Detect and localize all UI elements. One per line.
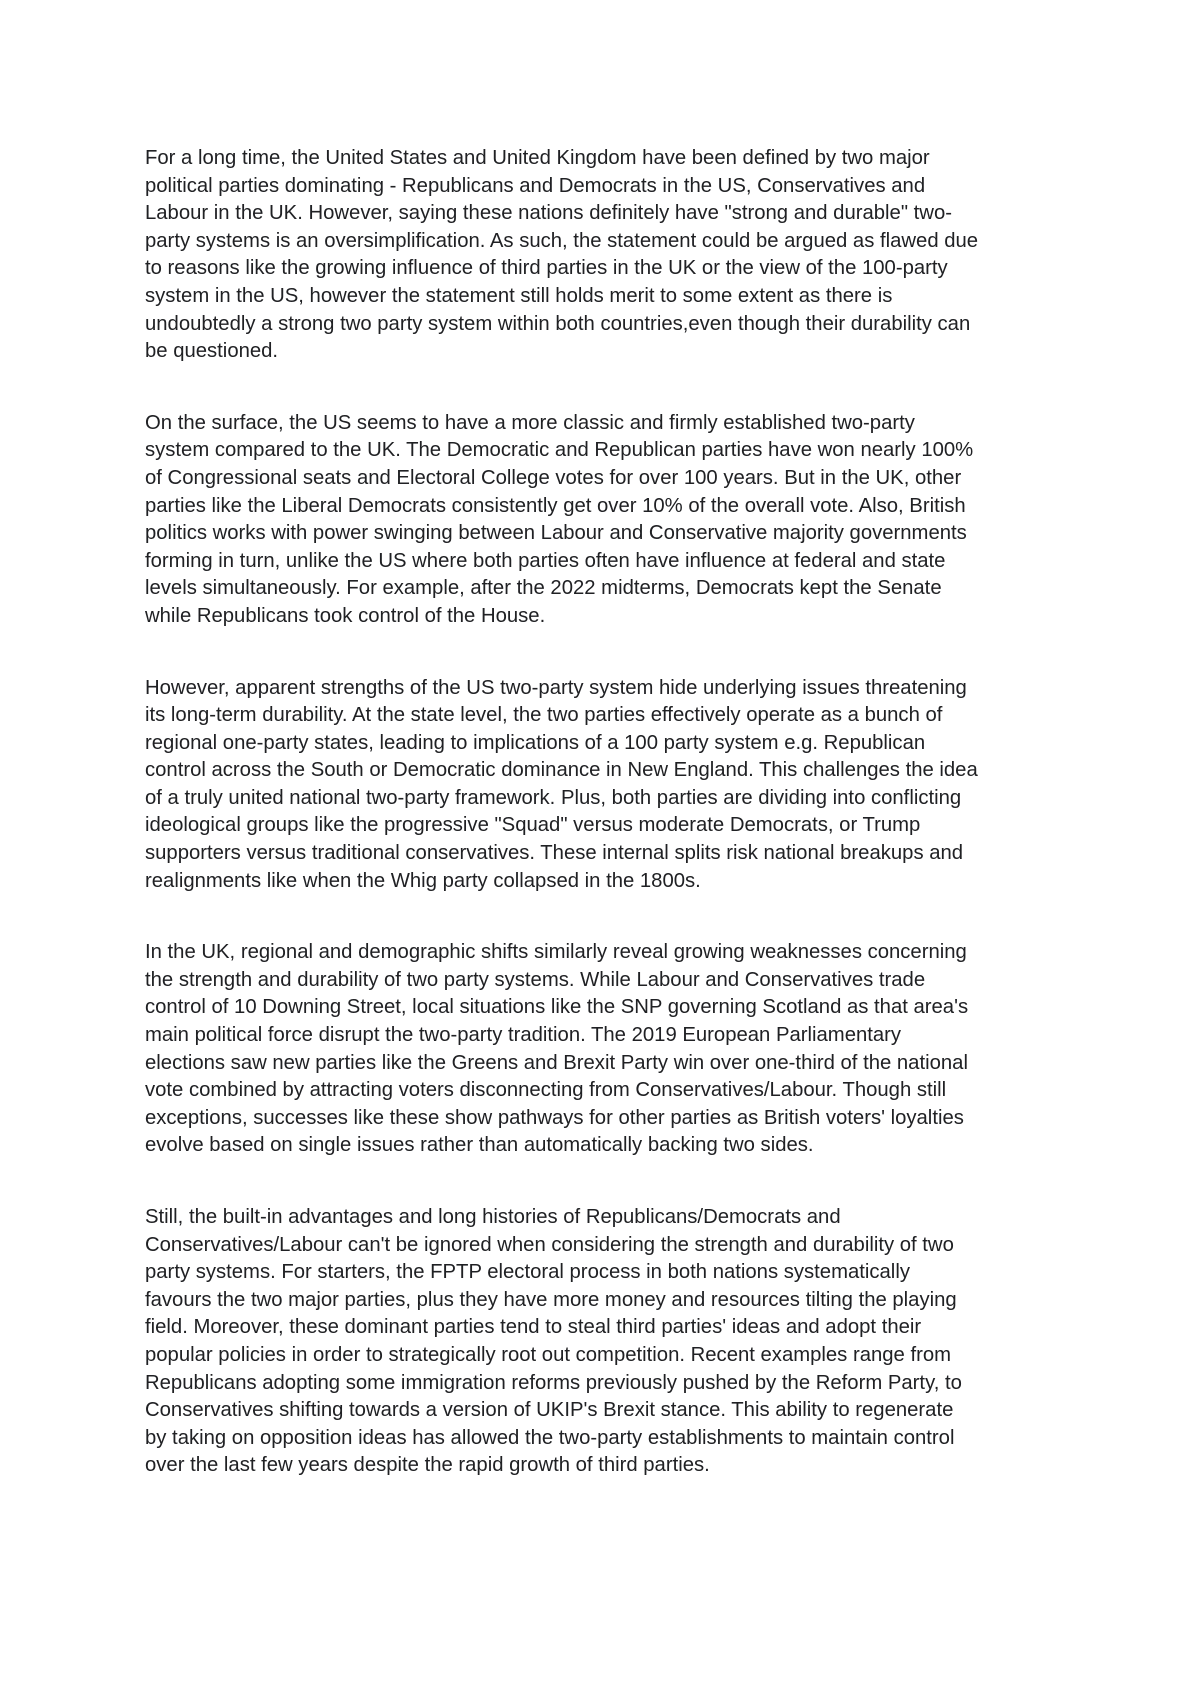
paragraph-line: Conservatives shifting towards a version of UKIP's Brexit stance. This ability to regenerate	[145, 1399, 954, 1422]
paragraph-line: the strength and durability of two party systems. While Labour and Conservatives trade	[145, 968, 926, 991]
paragraph-line: ideological groups like the progressive "Squad" versus moderate Democrats, or Trump	[145, 814, 921, 837]
paragraph-line: while Republicans took control of the House.	[145, 604, 546, 627]
paragraph-line: In the UK, regional and demographic shifts similarly reveal growing weaknesses concerning	[145, 941, 967, 964]
paragraph-2	[145, 410, 1075, 631]
paragraph-line: of a truly united national two-party framework. Plus, both parties are dividing into conflicting	[145, 786, 962, 809]
paragraph-line: control of 10 Downing Street, local situations like the SNP governing Scotland as that area's	[145, 996, 969, 1019]
paragraph-line: supporters versus traditional conservatives. These internal splits risk national breakups and	[145, 842, 964, 865]
paragraph-1	[145, 145, 1075, 366]
paragraph-4	[145, 939, 1075, 1160]
paragraph-line: main political force disrupt the two-party tradition. The 2019 European Parliamentary	[145, 1024, 902, 1047]
paragraph-line: Still, the built-in advantages and long histories of Republicans/Democrats and	[145, 1206, 841, 1228]
paragraph-line: system in the US, however the statement still holds merit to some extent as there is	[145, 284, 893, 307]
paragraph-line: forming in turn, unlike the US where both parties often have influence at federal and state	[145, 549, 946, 572]
paragraph-line: realignments like when the Whig party collapsed in the 1800s.	[145, 869, 701, 892]
paragraph-line: to reasons like the growing influence of third parties in the UK or the view of the 100-party	[145, 257, 948, 280]
paragraph-line: vote combined by attracting voters disconnecting from Conservatives/Labour. Though still	[145, 1079, 947, 1102]
paragraph-line: For a long time, the United States and United Kingdom have been defined by two major	[145, 147, 930, 169]
paragraph-line: levels simultaneously. For example, after the 2022 midterms, Democrats kept the Senate	[145, 577, 942, 600]
paragraph-line: On the surface, the US seems to have a more classic and firmly established two-party	[145, 411, 915, 434]
paragraph-line: regional one-party states, leading to implications of a 100 party system e.g. Republican	[145, 731, 926, 754]
paragraph-line: its long-term durability. At the state level, the two parties effectively operate as a bunch of	[145, 704, 943, 727]
paragraph-line: system compared to the UK. The Democratic and Republican parties have won nearly 100%	[145, 439, 974, 462]
document-body	[145, 145, 1075, 1524]
paragraph-line: Conservatives/Labour can't be ignored when considering the strength and durability of two	[145, 1233, 954, 1256]
paragraph-line: control across the South or Democratic dominance in New England. This challenges the idea	[145, 759, 978, 782]
paragraph-line: political parties dominating - Republicans and Democrats in the US, Conservatives and	[145, 174, 926, 197]
paragraph-line: elections saw new parties like the Greens and Brexit Party win over one-third of the national	[145, 1051, 968, 1074]
paragraph-line: parties like the Liberal Democrats consistently get over 10% of the overall vote. Also, British	[145, 494, 966, 517]
paragraph-line: party systems. For starters, the FPTP electoral process in both nations systematically	[145, 1261, 910, 1284]
paragraph-line: Republicans adopting some immigration reforms previously pushed by the Reform Party, to	[145, 1371, 962, 1394]
paragraph-line: be questioned.	[145, 340, 279, 363]
paragraph-line: politics works with power swinging between Labour and Conservative majority governments	[145, 522, 967, 545]
paragraph-line: popular policies in order to strategically root out competition. Recent examples range from	[145, 1343, 952, 1366]
paragraph-3	[145, 675, 1075, 896]
paragraph-line: field. Moreover, these dominant parties tend to steal third parties' ideas and adopt their	[145, 1316, 922, 1339]
paragraph-line: evolve based on single issues rather than automatically backing two sides.	[145, 1134, 814, 1157]
paragraph-line: of Congressional seats and Electoral College votes for over 100 years. But in the UK, other	[145, 466, 962, 489]
paragraph-line: exceptions, successes like these show pathways for other parties as British voters' loyalties	[145, 1106, 964, 1129]
paragraph-line: party systems is an oversimplification. As such, the statement could be argued as flawed due	[145, 229, 979, 252]
paragraph-5	[145, 1204, 1075, 1480]
paragraph-line: undoubtedly a strong two party system within both countries,even though their durability can	[145, 312, 971, 335]
paragraph-line: Labour in the UK. However, saying these nations definitely have "strong and durable" two-	[145, 202, 952, 225]
paragraph-line: favours the two major parties, plus they have more money and resources tilting the playing	[145, 1288, 957, 1311]
paragraph-line: by taking on opposition ideas has allowed the two-party establishments to maintain control	[145, 1426, 955, 1449]
paragraph-line: over the last few years despite the rapid growth of third parties.	[145, 1454, 710, 1477]
paragraph-line: However, apparent strengths of the US two-party system hide underlying issues threatening	[145, 676, 967, 699]
